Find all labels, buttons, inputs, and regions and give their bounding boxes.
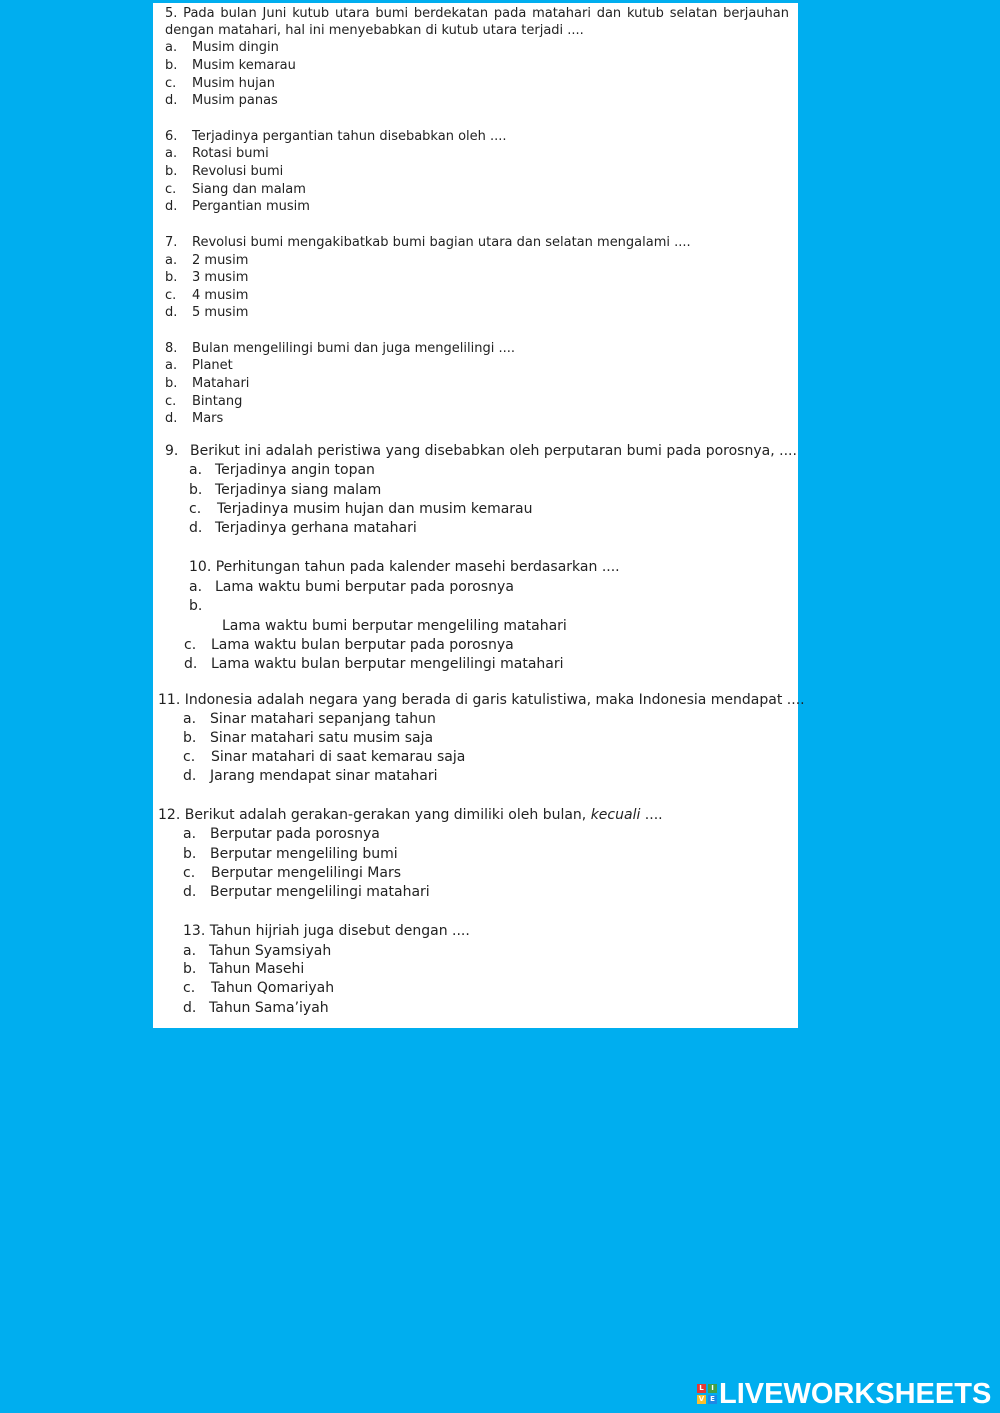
q7-option-letter: d. [165,305,178,320]
q8-option-a: Planet [192,358,233,373]
logo-tile: E [708,1395,717,1404]
q8-option-d: Mars [192,411,224,426]
q10-option-a: Lama waktu bumi berputar pada porosnya [215,579,514,595]
q8-option-letter: d. [165,411,178,426]
q5-option-letter: a. [165,40,178,55]
q9-option-a: Terjadinya angin topan [215,462,375,478]
q9-option-letter: d. [189,520,203,536]
q12-option-letter: d. [183,884,197,900]
q10-option-d: Lama waktu bulan berputar mengelilingi matahari [211,656,564,672]
q13-option-a: Tahun Syamsiyah [209,943,332,959]
q7-option-letter: c. [165,288,177,303]
q13-option-letter: a. [183,943,197,959]
question-8-number: 8. [165,341,178,356]
q10-option-letter: c. [184,637,197,653]
question-12-text-start: 12. Berikut adalah gerakan-gerakan yang dimiliki oleh bulan, [158,807,591,823]
q10-option-b: Lama waktu bumi berputar mengeliling matahari [222,618,567,634]
q5-option-c: Musim hujan [192,76,275,91]
q11-option-a: Sinar matahari sepanjang tahun [210,711,436,727]
q12-option-letter: b. [183,846,197,862]
q6-option-letter: d. [165,199,178,214]
q13-option-b: Tahun Masehi [209,961,305,977]
q8-option-c: Bintang [192,394,243,409]
q5-option-b: Musim kemarau [192,58,296,73]
q5-option-letter: d. [165,93,178,108]
q8-option-letter: b. [165,376,178,391]
q7-option-b: 3 musim [192,270,249,285]
q9-option-letter: b. [189,482,203,498]
q7-option-d: 5 musim [192,305,249,320]
logo-tile: V [698,1395,705,1403]
q6-option-letter: a. [165,146,178,161]
q10-option-c: Lama waktu bulan berputar pada porosnya [211,637,514,653]
brand-name: LIVEWORKSHEETS [719,1377,992,1410]
q12-option-d: Berputar mengelilingi matahari [210,884,430,900]
q13-option-c: Tahun Qomariyah [211,980,335,996]
question-8-text: Bulan mengelilingi bumi dan juga mengelilingi .... [192,341,515,356]
q12-option-a: Berputar pada porosnya [210,826,380,842]
question-12-text-end: .... [640,807,663,823]
q11-option-c: Sinar matahari di saat kemarau saja [211,749,466,765]
question-5-text: 5. Pada bulan Juni kutub utara bumi berdekatan pada matahari dan kutub selatan berjauhan dengan matahari, hal ini menyebabkan di kutub utara terjadi .... [165,6,789,38]
question-7-text: Revolusi bumi mengakibatkab bumi bagian utara dan selatan mengalami .... [192,235,691,250]
q7-option-letter: a. [165,253,178,268]
q11-option-letter: a. [183,711,197,727]
q5-option-letter: b. [165,58,178,73]
q11-option-letter: b. [183,730,197,746]
q8-option-b: Matahari [192,376,250,391]
question-13-text: 13. Tahun hijriah juga disebut dengan .... [183,923,470,939]
question-6-text: Terjadinya pergantian tahun disebabkan oleh .... [192,129,507,144]
logo-tile: I [708,1384,717,1393]
question-6-number: 6. [165,129,178,144]
q13-option-letter: d. [183,1000,197,1016]
q12-option-letter: c. [183,865,196,881]
q6-option-letter: c. [165,182,177,197]
q8-option-letter: a. [165,358,178,373]
q5-option-a: Musim dingin [192,40,279,55]
q11-option-d: Jarang mendapat sinar matahari [210,768,438,784]
q13-option-letter: c. [183,980,196,996]
q5-option-d: Musim panas [192,93,278,108]
q12-option-letter: a. [183,826,197,842]
q9-option-d: Terjadinya gerhana matahari [215,520,417,536]
question-10-text: 10. Perhitungan tahun pada kalender masehi berdasarkan .... [189,559,620,575]
q7-option-letter: b. [165,270,178,285]
q10-option-letter: b. [189,598,203,614]
question-11-text: 11. Indonesia adalah negara yang berada di garis katulistiwa, maka Indonesia mendapat .... [158,692,805,708]
q9-option-c: Terjadinya musim hujan dan musim kemarau [217,501,533,517]
q5-option-letter: c. [165,76,177,91]
q12-option-c: Berputar mengelilingi Mars [211,865,401,881]
q11-option-letter: d. [183,768,197,784]
question-12-emphasis: kecuali [590,807,641,823]
q9-option-letter: a. [189,462,203,478]
q6-option-a: Rotasi bumi [192,146,269,161]
q7-option-c: 4 musim [192,288,249,303]
q6-option-letter: b. [165,164,178,179]
q13-option-letter: b. [183,961,197,977]
q13-option-d: Tahun Sama’iyah [209,1000,329,1016]
liveworksheets-logo-icon [697,1384,717,1404]
q7-option-a: 2 musim [192,253,249,268]
q12-option-b: Berputar mengeliling bumi [210,846,398,862]
liveworksheets-brand [697,1378,991,1410]
q10-option-letter: d. [184,656,198,672]
question-9-number: 9. [165,443,179,459]
q6-option-c: Siang dan malam [192,182,306,197]
q11-option-letter: c. [183,749,196,765]
q9-option-letter: c. [189,501,202,517]
question-9-text: Berikut ini adalah peristiwa yang disebabkan oleh perputaran bumi pada porosnya, .... [190,443,797,459]
question-7-number: 7. [165,235,178,250]
q9-option-b: Terjadinya siang malam [215,482,382,498]
q6-option-d: Pergantian musim [192,199,310,214]
q10-option-letter: a. [189,579,203,595]
q8-option-letter: c. [165,394,177,409]
q6-option-b: Revolusi bumi [192,164,284,179]
logo-tile: L [697,1384,706,1393]
question-12-text [158,807,663,823]
q11-option-b: Sinar matahari satu musim saja [210,730,434,746]
